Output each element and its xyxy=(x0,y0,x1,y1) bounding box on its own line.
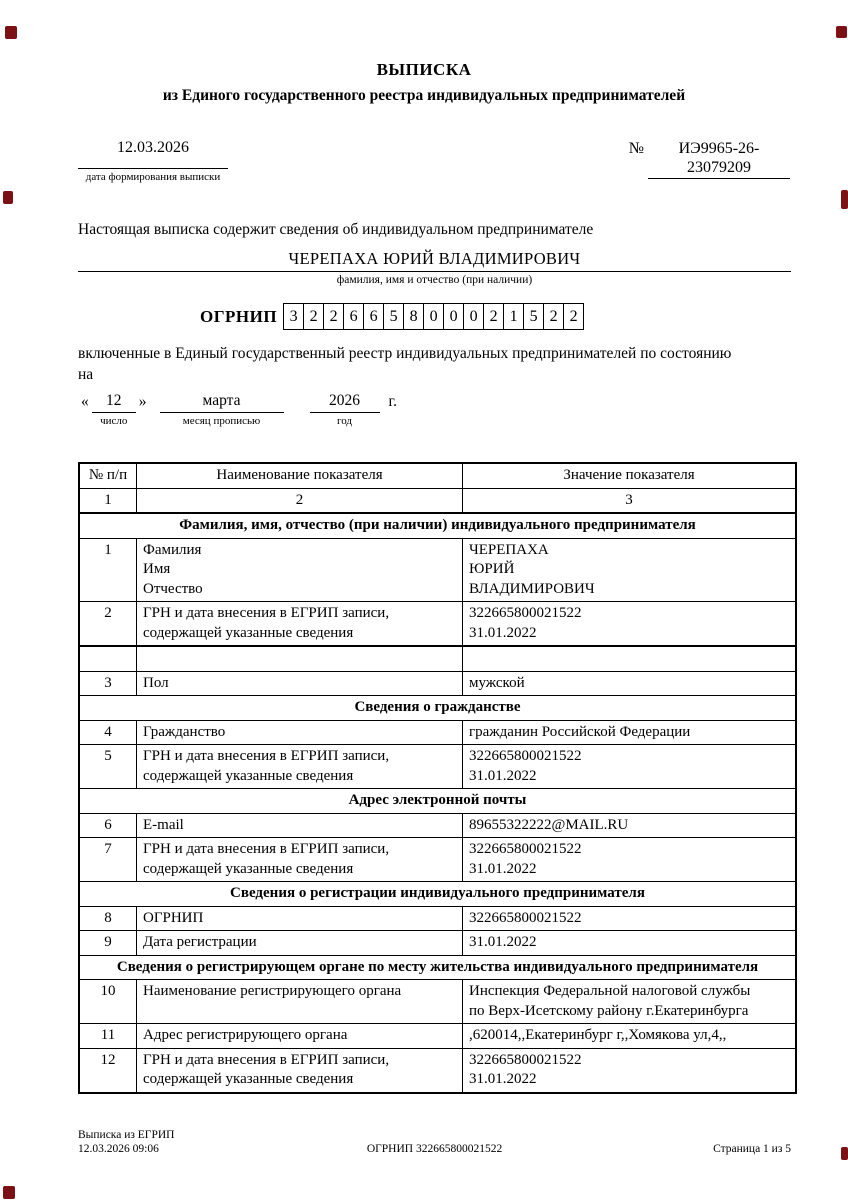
table-row xyxy=(79,720,796,745)
entrepreneur-name-block xyxy=(78,249,791,286)
row-number: 2 xyxy=(79,602,137,647)
scan-mark xyxy=(836,26,847,38)
empty-cell xyxy=(79,646,137,671)
table-row xyxy=(79,602,796,647)
indicator-name: ГРН и дата внесения в ЕГРИП записи, содержащей указанные сведения xyxy=(137,1048,463,1093)
column-number-row xyxy=(79,488,796,513)
document-subtitle: из Единого государственного реестра индивидуальных предпринимателей xyxy=(162,87,686,104)
footer-doc-type: Выписка из ЕГРИП xyxy=(78,1129,175,1141)
table-row xyxy=(79,931,796,956)
col-number: 3 xyxy=(463,488,797,513)
table-row xyxy=(79,1024,796,1049)
section-title: Адрес электронной почты xyxy=(79,789,796,814)
table-row xyxy=(79,1048,796,1093)
indicator-value: ЧЕРЕПАХА ЮРИЙ ВЛАДИМИРОВИЧ xyxy=(463,538,797,602)
details-table xyxy=(78,462,797,1094)
indicator-name: Пол xyxy=(137,671,463,696)
as-of-day-caption: число xyxy=(100,415,128,427)
row-number: 4 xyxy=(79,720,137,745)
document-number-block xyxy=(629,139,790,179)
indicator-name: Адрес регистрирующего органа xyxy=(137,1024,463,1049)
section-row xyxy=(79,513,796,538)
ogrnip-digit-box: 2 xyxy=(323,303,344,330)
row-number: 6 xyxy=(79,813,137,838)
as-of-month-block xyxy=(160,392,284,427)
ogrnip-digit-box: 0 xyxy=(463,303,484,330)
header-row xyxy=(78,139,791,183)
ogrnip-digit-box: 6 xyxy=(363,303,384,330)
section-title: Фамилия, имя, отчество (при наличии) индивидуального предпринимателя xyxy=(79,513,796,538)
details-table-body xyxy=(79,463,796,1093)
scan-mark xyxy=(841,190,848,209)
as-of-month: марта xyxy=(160,392,284,413)
scan-mark xyxy=(5,26,17,39)
col-number: 1 xyxy=(79,488,137,513)
table-header-row xyxy=(79,463,796,488)
footer-left xyxy=(78,1128,316,1156)
ogrnip-row xyxy=(200,303,791,330)
table-row xyxy=(79,906,796,931)
row-number: 1 xyxy=(79,538,137,602)
col-header-name: Наименование показателя xyxy=(137,463,463,488)
row-number: 9 xyxy=(79,931,137,956)
row-number: 3 xyxy=(79,671,137,696)
number-sign: № xyxy=(628,140,644,157)
empty-row xyxy=(79,646,796,671)
section-title: Сведения о гражданстве xyxy=(79,696,796,721)
indicator-value: 322665800021522 31.01.2022 xyxy=(463,602,797,647)
ogrnip-digit-box: 2 xyxy=(563,303,584,330)
row-number: 5 xyxy=(79,745,137,789)
ogrnip-digit-box: 0 xyxy=(443,303,464,330)
scan-mark xyxy=(3,191,13,204)
page-footer xyxy=(78,1128,791,1156)
lead-text: Настоящая выписка содержит сведения об индивидуальном предпринимателе xyxy=(78,221,594,238)
entrepreneur-name-caption: фамилия, имя и отчество (при наличии) xyxy=(336,274,533,286)
row-number: 7 xyxy=(79,838,137,882)
entrepreneur-name: ЧЕРЕПАХА ЮРИЙ ВЛАДИМИРОВИЧ xyxy=(78,249,791,272)
included-text: включенные в Единый государственный реестр индивидуальных предпринимателей по состоянию на xyxy=(78,345,732,383)
indicator-name: Наименование регистрирующего органа xyxy=(137,980,463,1024)
document-number-line2: 23079209 xyxy=(687,159,751,176)
formation-date-caption: дата формирования выписки xyxy=(85,171,221,183)
empty-cell xyxy=(463,646,797,671)
indicator-value: мужской xyxy=(463,671,797,696)
indicator-name: Гражданство xyxy=(137,720,463,745)
row-number: 12 xyxy=(79,1048,137,1093)
section-row xyxy=(79,696,796,721)
indicator-value: 31.01.2022 xyxy=(463,931,797,956)
footer-page-number: Страница 1 из 5 xyxy=(713,1143,792,1155)
as-of-year-suffix: г. xyxy=(388,393,397,410)
indicator-value: 322665800021522 xyxy=(463,906,797,931)
ogrnip-digit-box: 5 xyxy=(383,303,404,330)
as-of-date-line xyxy=(78,392,791,427)
ogrnip-digit-box: 6 xyxy=(343,303,364,330)
table-row xyxy=(79,745,796,789)
section-row xyxy=(79,955,796,980)
table-row xyxy=(79,838,796,882)
col-number: 2 xyxy=(137,488,463,513)
col-header-num: № п/п xyxy=(79,463,137,488)
row-number: 11 xyxy=(79,1024,137,1049)
as-of-year: 2026 xyxy=(310,392,380,413)
section-title: Сведения о регистрирующем органе по месту жительства индивидуального предпринимателя xyxy=(79,955,796,980)
ogrnip-digit-box: 5 xyxy=(523,303,544,330)
document-title: ВЫПИСКА xyxy=(376,60,472,79)
as-of-year-caption: год xyxy=(336,415,353,427)
indicator-name: ГРН и дата внесения в ЕГРИП записи, содержащей указанные сведения xyxy=(137,602,463,647)
ogrnip-digit-box: 1 xyxy=(503,303,524,330)
row-number: 8 xyxy=(79,906,137,931)
table-row xyxy=(79,813,796,838)
section-row xyxy=(79,882,796,907)
scan-mark xyxy=(841,1147,848,1160)
ogrnip-digit-box: 0 xyxy=(423,303,444,330)
scan-mark xyxy=(3,1186,15,1199)
indicator-name: ГРН и дата внесения в ЕГРИП записи, содержащей указанные сведения xyxy=(137,745,463,789)
indicator-name: ГРН и дата внесения в ЕГРИП записи, содержащей указанные сведения xyxy=(137,838,463,882)
indicator-value: 322665800021522 31.01.2022 xyxy=(463,745,797,789)
indicator-name: E-mail xyxy=(137,813,463,838)
indicator-value: ,620014,,Екатеринбург г,,Хомякова ул,4,, xyxy=(463,1024,797,1049)
table-row xyxy=(79,538,796,602)
indicator-value: гражданин Российской Федерации xyxy=(463,720,797,745)
as-of-day: 12 xyxy=(92,392,136,413)
indicator-value: Инспекция Федеральной налоговой службы по Верх-Исетскому району г.Екатеринбурга xyxy=(463,980,797,1024)
footer-timestamp: 12.03.2026 09:06 xyxy=(78,1143,159,1155)
formation-date-block xyxy=(78,139,228,183)
indicator-value: 322665800021522 31.01.2022 xyxy=(463,838,797,882)
ogrnip-digit-box: 2 xyxy=(303,303,324,330)
ogrnip-digit-box: 2 xyxy=(483,303,504,330)
ogrnip-digit-box: 3 xyxy=(283,303,304,330)
quote-close: » xyxy=(138,393,147,410)
indicator-name: Фамилия Имя Отчество xyxy=(137,538,463,602)
as-of-day-block xyxy=(92,392,136,427)
table-row xyxy=(79,671,796,696)
empty-cell xyxy=(137,646,463,671)
table-row xyxy=(79,980,796,1024)
section-row xyxy=(79,789,796,814)
quote-open: « xyxy=(81,393,89,410)
ogrnip-digit-box: 2 xyxy=(543,303,564,330)
as-of-month-caption: месяц прописью xyxy=(182,415,261,427)
indicator-value: 89655322222@MAIL.RU xyxy=(463,813,797,838)
row-number: 10 xyxy=(79,980,137,1024)
ogrnip-digit-boxes xyxy=(283,303,584,330)
section-title: Сведения о регистрации индивидуального предпринимателя xyxy=(79,882,796,907)
document-number-line1: ИЭ9965-26- xyxy=(678,140,760,157)
ogrnip-label: ОГРНИП xyxy=(200,306,278,326)
as-of-year-block xyxy=(310,392,380,427)
footer-ogrnip: ОГРНИП 322665800021522 xyxy=(366,1143,503,1155)
indicator-name: ОГРНИП xyxy=(137,906,463,931)
col-header-value: Значение показателя xyxy=(463,463,797,488)
ogrnip-digit-box: 8 xyxy=(403,303,424,330)
formation-date-value: 12.03.2026 xyxy=(78,139,228,169)
indicator-value: 322665800021522 31.01.2022 xyxy=(463,1048,797,1093)
indicator-name: Дата регистрации xyxy=(137,931,463,956)
